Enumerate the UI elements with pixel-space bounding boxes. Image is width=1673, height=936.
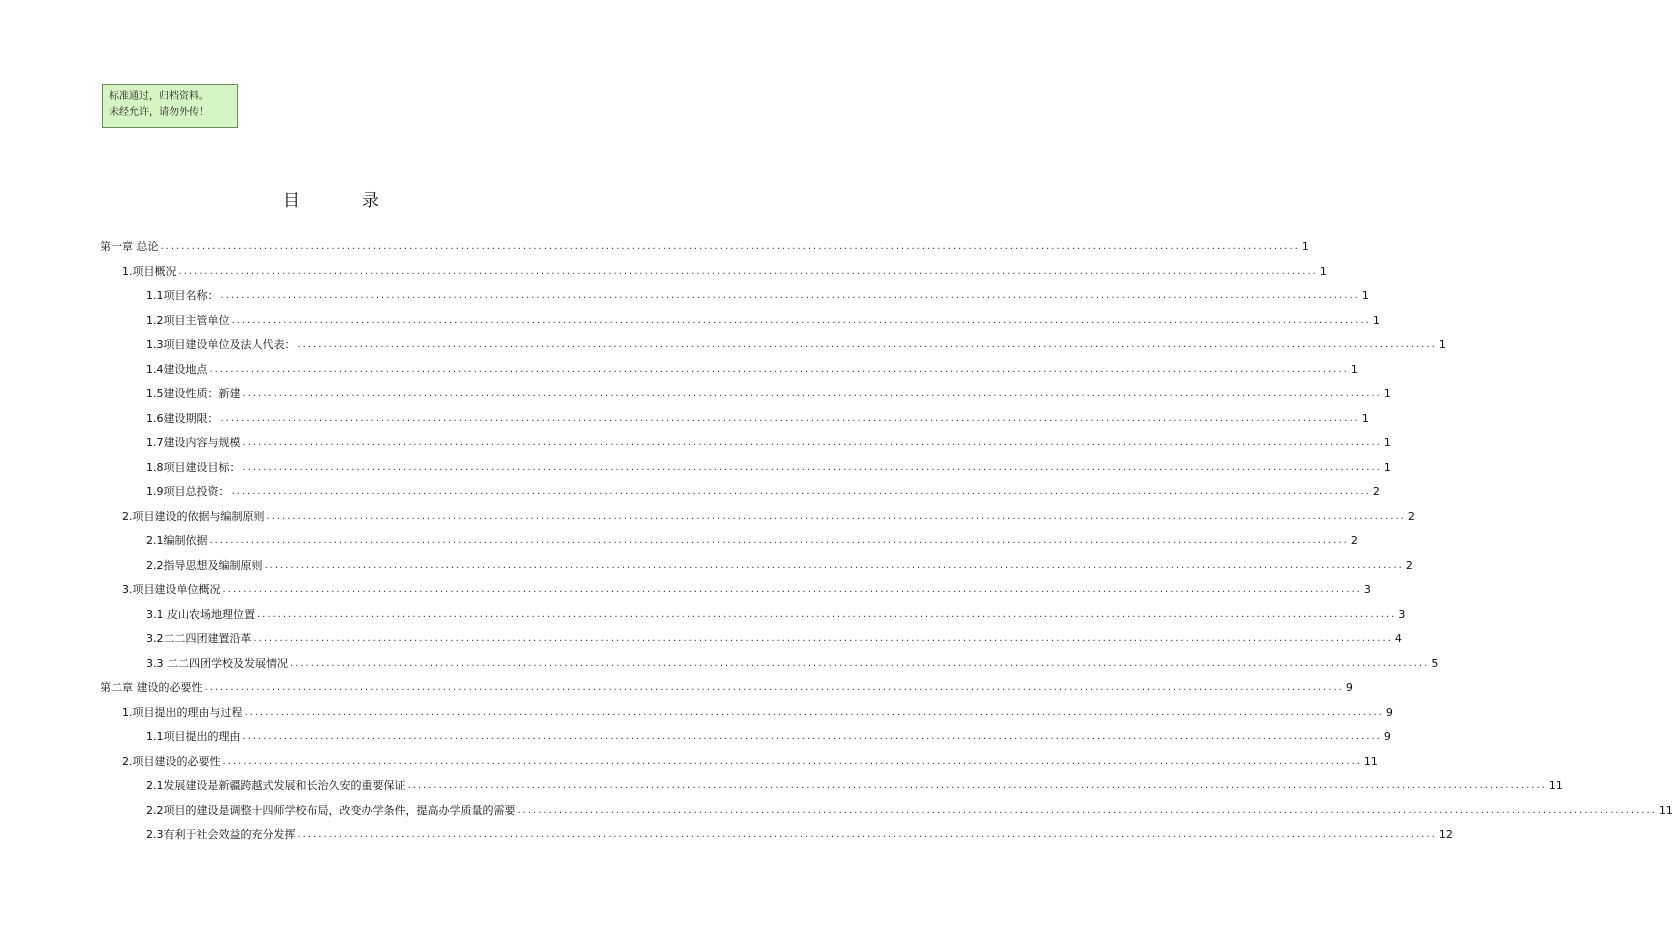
toc-entry-label: 3.2二二四团建置沿革: [146, 632, 252, 645]
toc-dot-leader: ............................................................................................................................................................................................................................: [297, 339, 1437, 350]
notice-line-2: 未经允许，请勿外传！: [109, 107, 209, 118]
toc-dot-leader: ............................................................................................................................................................................................................................: [290, 657, 1430, 669]
toc-entry-page-number: 2: [1405, 558, 1413, 572]
toc-title-right: 录: [362, 191, 379, 211]
toc-dot-leader: ............................................................................................................................................................................................................................: [231, 314, 1371, 326]
toc-dot-leader: ............................................................................................................................................................................................................................: [204, 682, 1344, 693]
toc-entry-page-number: 1: [1372, 313, 1380, 327]
toc-dot-leader: ............................................................................................................................................................................................................................: [222, 755, 1362, 767]
toc-entry[interactable]: [146, 726, 1391, 744]
toc-entry-label: 2.项目建设的依据与编制原则: [122, 509, 265, 523]
toc-entry-label: 2.1发展建设是新疆跨越式发展和长治久安的重要保证: [146, 779, 406, 792]
toc-dot-leader: ............................................................................................................................................................................................................................: [242, 388, 1382, 399]
toc-entry[interactable]: [146, 432, 1391, 450]
toc-entry-label: 1.项目提出的理由与过程: [122, 705, 243, 719]
toc-entry-label: 1.项目概况: [122, 264, 177, 278]
toc-entry-page-number: 2: [1350, 534, 1358, 547]
toc-entry-label: 2.3有利于社会效益的充分发挥: [146, 828, 296, 841]
toc-entry-label: 1.7建设内容与规模: [146, 436, 241, 449]
toc-entry[interactable]: [146, 383, 1391, 401]
toc-entry[interactable]: [122, 261, 1327, 279]
toc-entry-label: 2.项目建设的必要性: [122, 754, 221, 768]
toc-entry[interactable]: [146, 310, 1380, 328]
toc-entry[interactable]: [100, 236, 1309, 254]
toc-entry-label: 1.1项目提出的理由: [146, 730, 241, 743]
toc-entry-label: 1.4建设地点: [146, 362, 208, 376]
toc-entry-label: 1.8项目建设目标：: [146, 460, 241, 474]
toc-title-left: 目: [283, 191, 300, 211]
toc-entry-page-number: 1: [1383, 436, 1391, 449]
toc-dot-leader: ............................................................................................................................................................................................................................: [407, 780, 1547, 791]
toc-entry-page-number: 3: [1398, 607, 1406, 621]
toc-entry[interactable]: [146, 408, 1369, 426]
toc-dot-leader: ............................................................................................................................................................................................................................: [222, 584, 1362, 595]
toc-entry-page-number: 9: [1383, 730, 1391, 743]
toc-entry-label: 2.2项目的建设是调整十四师学校布局，改变办学条件，提高办学质量的需要: [146, 803, 516, 817]
toc-title: [0, 186, 662, 211]
toc-dot-leader: ............................................................................................................................................................................................................................: [178, 265, 1318, 277]
toc-entry[interactable]: [122, 506, 1415, 524]
toc-entry-page-number: 1: [1350, 362, 1358, 376]
toc-entry-page-number: 11: [1548, 779, 1563, 792]
toc-entry[interactable]: [146, 604, 1406, 622]
toc-entry-label: 1.5建设性质：新建: [146, 387, 241, 400]
toc-entry-page-number: 1: [1361, 411, 1369, 425]
toc-dot-leader: ............................................................................................................................................................................................................................: [220, 290, 1360, 301]
toc-dot-leader: ............................................................................................................................................................................................................................: [517, 804, 1657, 816]
notice-line-1: 标准通过，归档资料。: [109, 91, 209, 102]
toc-dot-leader: ............................................................................................................................................................................................................................: [297, 829, 1437, 840]
toc-entry-page-number: 9: [1345, 681, 1353, 694]
toc-entry[interactable]: [146, 481, 1380, 499]
toc-entry-page-number: 2: [1372, 485, 1380, 498]
toc-entry-label: 3.3 二二四团学校及发展情况: [146, 656, 288, 670]
toc-entry-page-number: 1: [1438, 338, 1446, 351]
toc-entry-page-number: 11: [1363, 754, 1378, 768]
toc-entry[interactable]: [146, 800, 1673, 818]
toc-dot-leader: ............................................................................................................................................................................................................................: [264, 559, 1404, 571]
toc-entry-label: 2.1编制依据: [146, 534, 208, 547]
toc-entry[interactable]: [146, 824, 1453, 842]
toc-entry-label: 第一章 总论: [100, 240, 159, 253]
toc-entry-page-number: 1: [1319, 264, 1327, 278]
toc-entry-page-number: 1: [1361, 289, 1369, 302]
toc-entry-page-number: 2: [1407, 509, 1415, 523]
toc-entry-label: 1.2项目主管单位: [146, 313, 230, 327]
toc-entry[interactable]: [146, 359, 1358, 377]
toc-entry[interactable]: [146, 653, 1439, 671]
toc-dot-leader: ............................................................................................................................................................................................................................: [242, 731, 1382, 742]
toc-entry[interactable]: [146, 530, 1358, 548]
toc-entry-page-number: 5: [1431, 656, 1439, 670]
toc-entry-label: 3.1 皮山农场地理位置: [146, 607, 255, 621]
toc-entry[interactable]: [146, 775, 1563, 793]
toc-entry[interactable]: [146, 555, 1413, 573]
toc-dot-leader: ............................................................................................................................................................................................................................: [266, 510, 1406, 522]
toc-entry-page-number: 1: [1383, 460, 1391, 474]
toc-dot-leader: ............................................................................................................................................................................................................................: [220, 412, 1360, 424]
toc-dot-leader: ............................................................................................................................................................................................................................: [231, 486, 1371, 497]
toc-dot-leader: ............................................................................................................................................................................................................................: [209, 535, 1349, 546]
toc-entry-page-number: 11: [1658, 803, 1673, 817]
toc-dot-leader: ............................................................................................................................................................................................................................: [242, 461, 1382, 473]
toc-entry-page-number: 12: [1438, 828, 1453, 841]
toc-entry[interactable]: [146, 334, 1446, 352]
toc-entry[interactable]: [146, 457, 1391, 475]
toc-entry[interactable]: [122, 751, 1378, 769]
toc-entry-page-number: 9: [1385, 705, 1393, 719]
toc-dot-leader: ............................................................................................................................................................................................................................: [257, 608, 1397, 620]
toc-entry-label: 1.1项目名称：: [146, 289, 219, 302]
toc-entry[interactable]: [122, 702, 1393, 720]
toc-entry-label: 1.6建设期限：: [146, 411, 219, 425]
toc-entry[interactable]: [100, 677, 1353, 695]
toc-dot-leader: ............................................................................................................................................................................................................................: [244, 706, 1384, 718]
toc-entry[interactable]: [146, 285, 1369, 303]
toc-entry-page-number: 3: [1363, 583, 1371, 596]
toc-entry-label: 2.2指导思想及编制原则: [146, 558, 263, 572]
toc-entry[interactable]: [122, 579, 1371, 597]
toc-entry-label: 1.3项目建设单位及法人代表：: [146, 338, 296, 351]
toc-entry-page-number: 1: [1383, 387, 1391, 400]
toc-dot-leader: ............................................................................................................................................................................................................................: [253, 633, 1393, 644]
toc-dot-leader: ............................................................................................................................................................................................................................: [209, 363, 1349, 375]
approval-notice-box: [102, 84, 238, 128]
toc-entry-page-number: 1: [1301, 240, 1309, 253]
toc-entry-label: 1.9项目总投资：: [146, 485, 230, 498]
toc-entry-page-number: 4: [1394, 632, 1402, 645]
toc-dot-leader: ............................................................................................................................................................................................................................: [242, 437, 1382, 448]
toc-entry-label: 3.项目建设单位概况: [122, 583, 221, 596]
toc-dot-leader: ............................................................................................................................................................................................................................: [160, 241, 1300, 252]
toc-entry-label: 第二章 建设的必要性: [100, 681, 203, 694]
toc-entry[interactable]: [146, 628, 1402, 646]
